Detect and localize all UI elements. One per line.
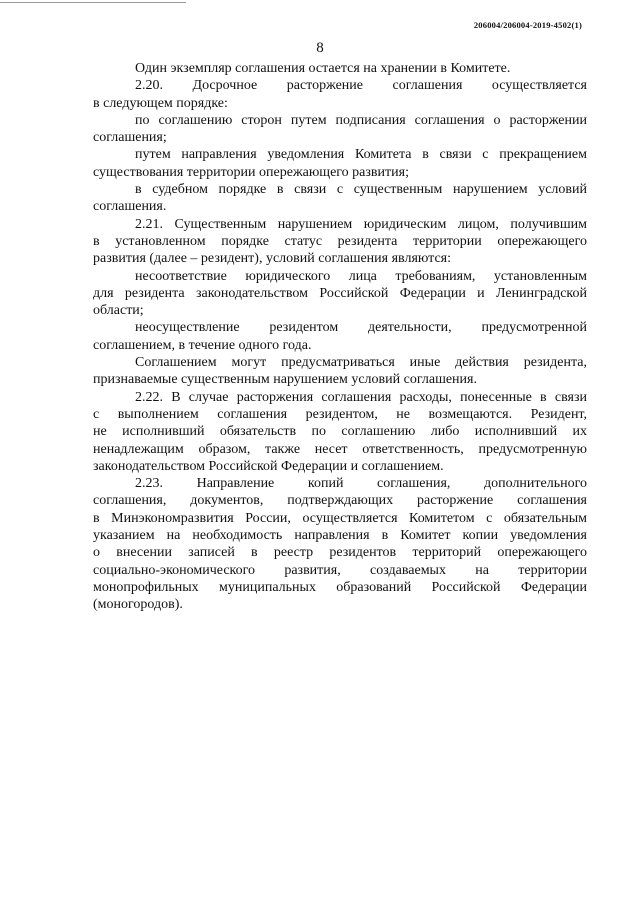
text-line: 2.20. Досрочное расторжение соглашения осуществляется <box>135 78 587 94</box>
page-number: 8 <box>316 40 324 56</box>
text-line: (моногородов). <box>93 597 183 613</box>
text-line: неосуществление резидентом деятельности, предусмотренной <box>135 320 587 336</box>
text-line: в следующем порядке: <box>93 95 228 111</box>
text-line: монопрофильных муниципальных образований Российской Федерации <box>93 579 587 595</box>
text-line: соглашения; <box>93 130 167 146</box>
text-line: в судебном порядке в связи с существенным нарушением условий <box>135 182 587 198</box>
top-edge-line <box>0 2 186 3</box>
text-line: указанием на необходимость направления в Комитет копии уведомления <box>93 528 587 544</box>
text-line: с выполнением соглашения резидентом, не возмещаются. Резидент, <box>93 406 587 422</box>
text-line: Один экземпляр соглашения остается на хранении в Комитете. <box>135 61 511 76</box>
document-id: 206004/206004-2019-4502(1) <box>473 20 582 30</box>
text-line: путем направления уведомления Комитета в связи с прекращением <box>135 147 587 163</box>
text-line: несоответствие юридического лица требованиям, установленным <box>135 268 587 284</box>
text-line: законодательством Российской Федерации и соглашением. <box>93 458 444 474</box>
text-line: социально-экономического развития, создаваемых на территории <box>93 562 587 578</box>
text-line: развития (далее – резидент), условий соглашения являются: <box>93 251 452 267</box>
text-line: области; <box>93 303 144 319</box>
text-line: соглашения. <box>93 199 167 215</box>
document-body <box>93 60 587 614</box>
text-line: для резидента законодательством Российской Федерации и Ленинградской <box>93 285 587 301</box>
text-line: не исполнивший обязательств по соглашению либо исполнивший их <box>93 424 587 440</box>
text-line: признаваемые существенным нарушением условий соглашения. <box>93 372 477 388</box>
text-line: соглашения, документов, подтверждающих расторжение соглашения <box>93 493 587 509</box>
text-line: существования территории опережающего развития; <box>93 164 409 180</box>
text-line: по соглашению сторон путем подписания соглашения о расторжении <box>135 112 587 128</box>
text-line: Соглашением могут предусматриваться иные действия резидента, <box>135 355 587 371</box>
text-line: 2.21. Существенным нарушением юридическим лицом, получившим <box>135 216 587 232</box>
text-line: 2.23. Направление копий соглашения, дополнительного <box>135 476 587 492</box>
text-line: в Минэкономразвития России, осуществляется Комитетом с обязательным <box>93 510 587 526</box>
text-line: соглашением, в течение одного года. <box>93 337 312 353</box>
text-line: 2.22. В случае расторжения соглашения расходы, понесенные в связи <box>135 389 587 405</box>
text-line: в установленном порядке статус резидента территории опережающего <box>93 233 587 249</box>
text-line: о внесении записей в реестр резидентов территорий опережающего <box>93 545 587 561</box>
text-line: ненадлежащим образом, также несет ответственность, предусмотренную <box>93 441 587 457</box>
